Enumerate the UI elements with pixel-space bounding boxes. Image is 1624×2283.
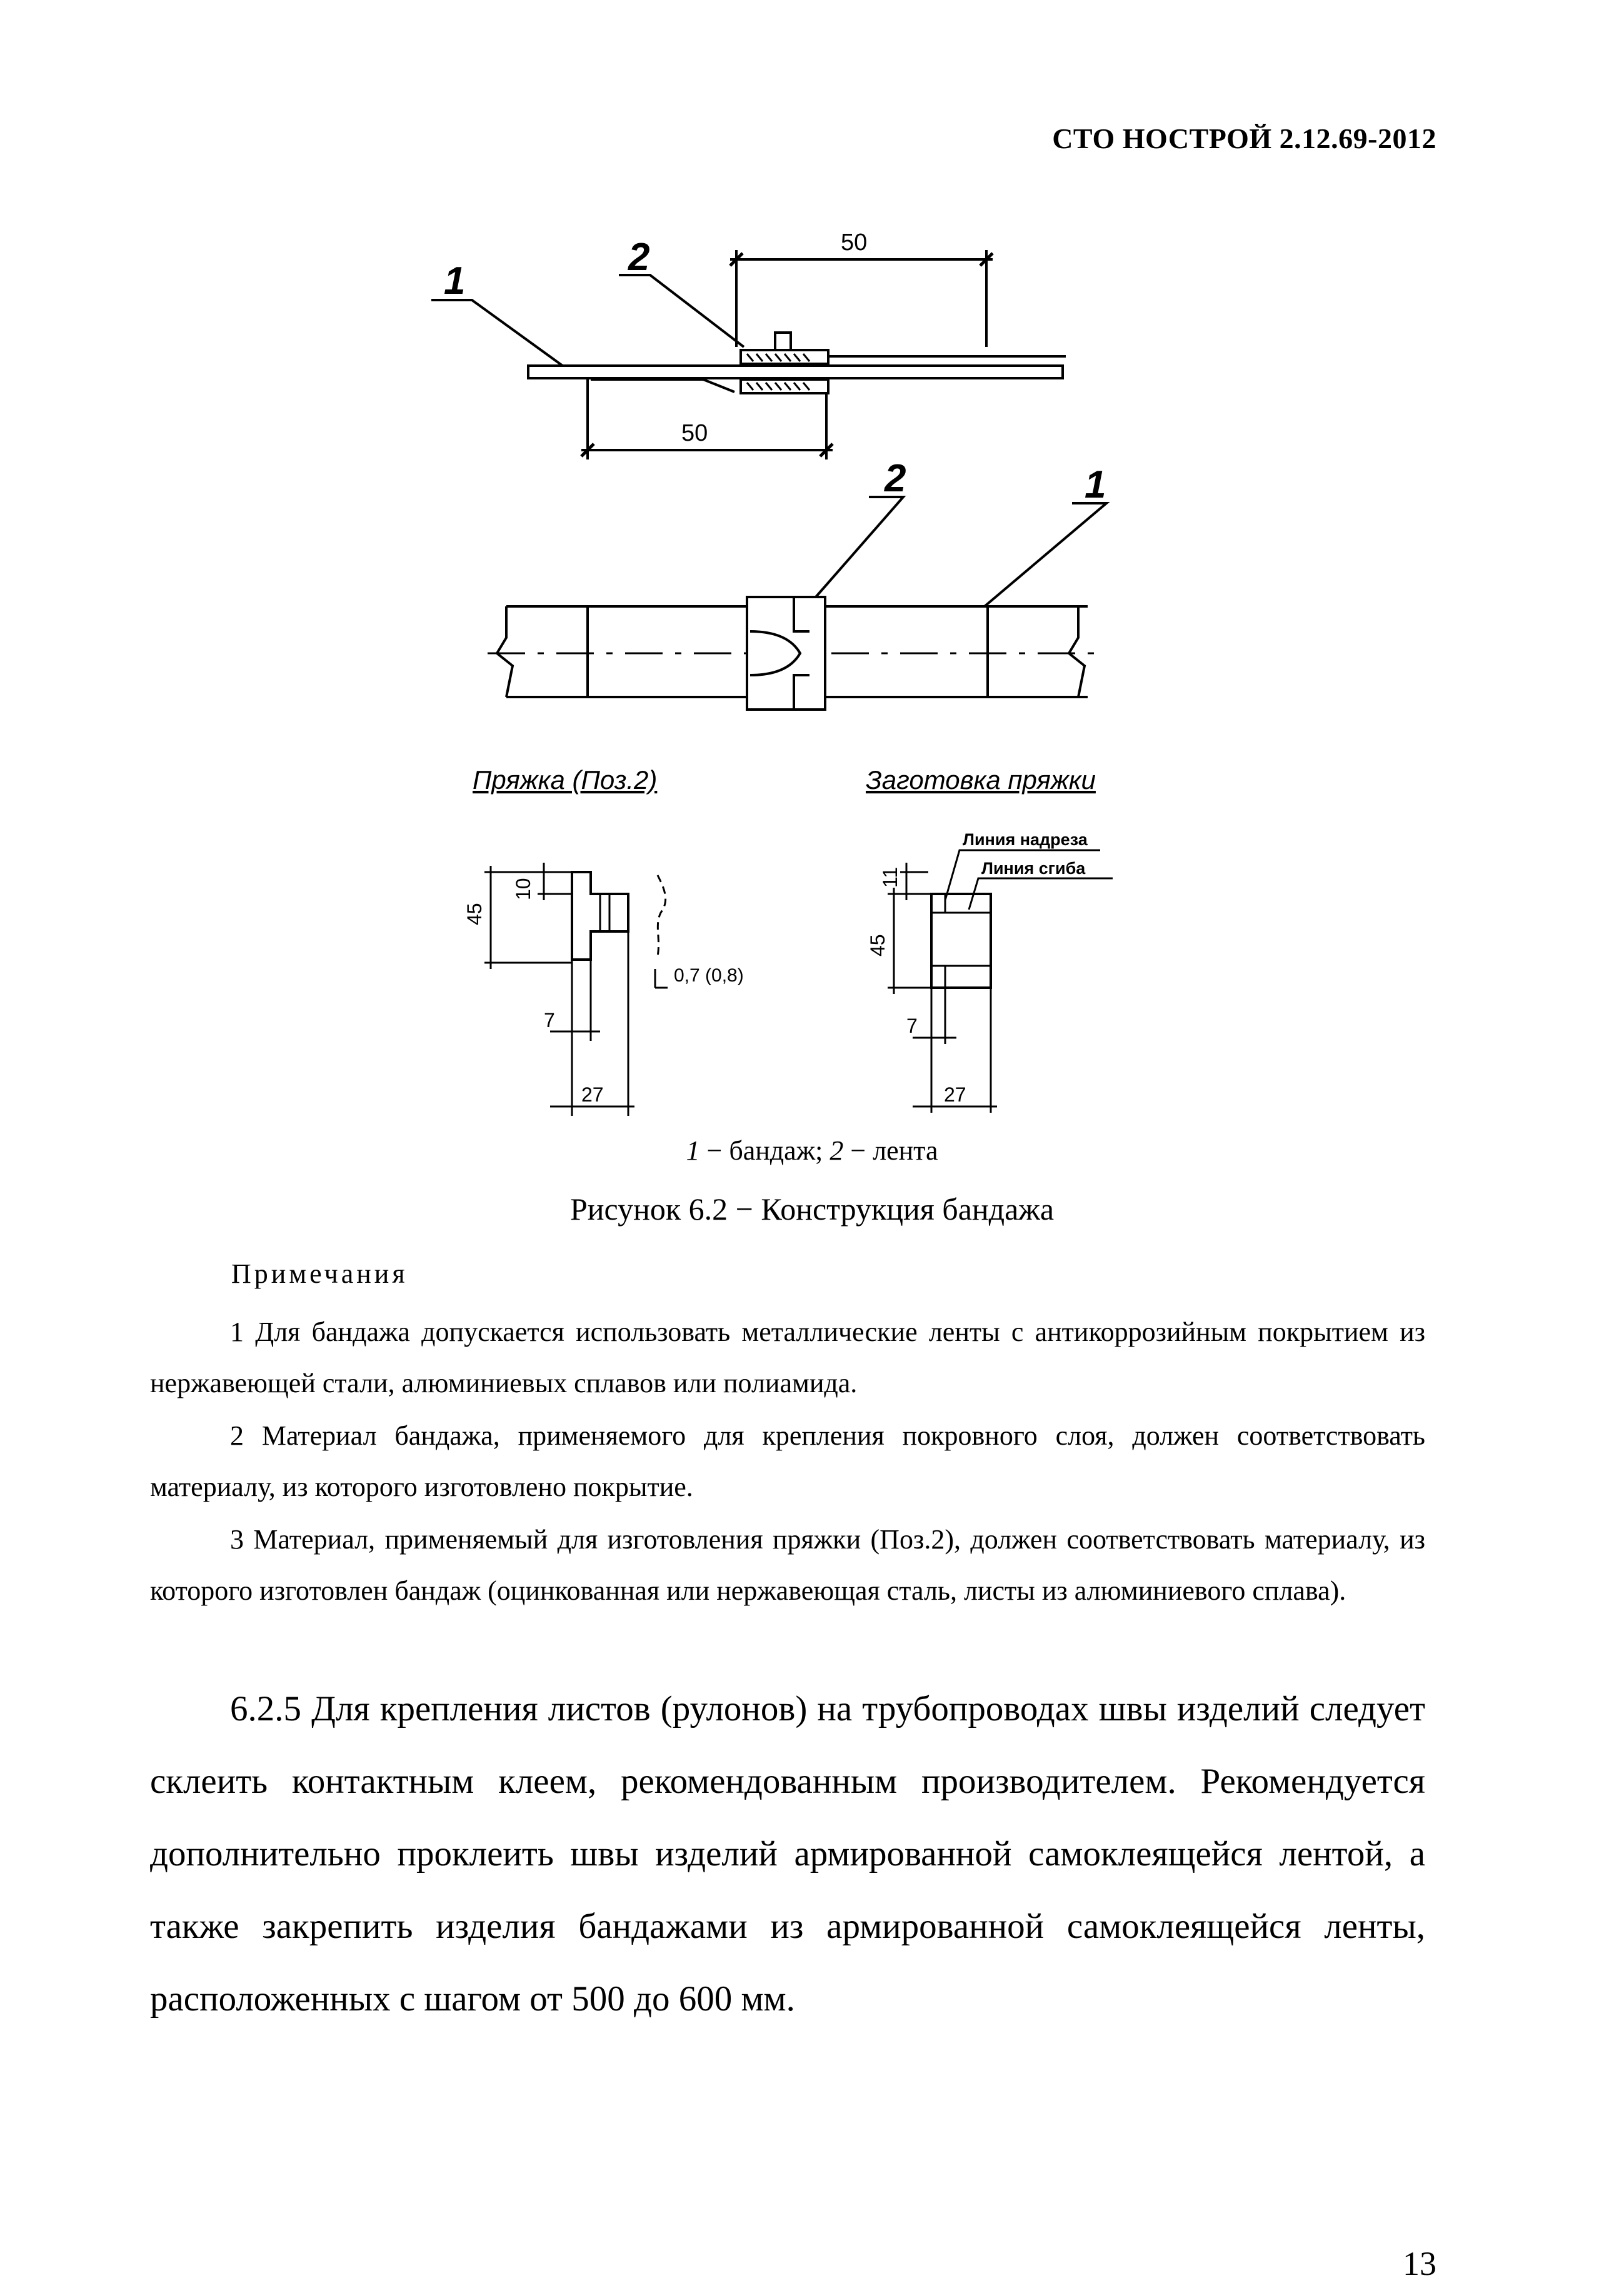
thickness-label: 0,7 (0,8) xyxy=(674,965,744,986)
thickness-marker xyxy=(655,969,668,988)
buckle-slot-lines xyxy=(600,894,609,931)
break-left xyxy=(497,606,513,697)
blank-shape xyxy=(931,894,991,988)
figure-title: Рисунок 6.2 − Конструкция бандажа xyxy=(569,1192,1055,1227)
subtitle-buckle: Пряжка (Поз.2) xyxy=(473,765,658,795)
dim-11-label: 11 xyxy=(879,866,901,888)
page-number: 13 xyxy=(1403,2245,1436,2282)
document-code: СТО НОСТРОЙ 2.12.69-2012 xyxy=(1052,123,1436,154)
dim-45b xyxy=(888,888,931,994)
callout-2b-leader xyxy=(816,497,903,597)
dim-7a-label: 7 xyxy=(544,1009,555,1031)
buckle-tab xyxy=(775,333,791,350)
cut-line-label: Линия надреза xyxy=(963,830,1088,849)
legend-number-2: 2 xyxy=(830,1135,844,1166)
dim-10 xyxy=(538,863,572,900)
bend-line-label: Линия сгиба xyxy=(981,859,1086,878)
callout-1b-leader xyxy=(985,503,1106,606)
callout-1b: 1 xyxy=(1085,463,1106,506)
blank-lines xyxy=(931,894,991,988)
notes-heading: Примечания xyxy=(231,1258,408,1289)
note-2: 2 Материал бандажа, применяемого для крепления покровного слоя, должен соответствовать материалу, из которого изготовлено покрытие. xyxy=(150,1420,1425,1502)
blank-detail xyxy=(888,850,1113,1113)
callout-2b: 2 xyxy=(885,457,906,500)
callout-1-leader xyxy=(431,300,563,366)
dim-45b-label: 45 xyxy=(866,934,889,956)
dim-27b-label: 27 xyxy=(944,1083,966,1106)
callout-2: 2 xyxy=(628,236,650,279)
buckle-profile xyxy=(658,875,666,956)
break-right xyxy=(1069,606,1085,697)
dim-7b-label: 7 xyxy=(906,1015,918,1037)
dim-7a xyxy=(550,960,600,1041)
dim-45a-label: 45 xyxy=(463,903,486,925)
note-3: 3 Материал, применяемый для изготовления пряжки (Поз.2), должен соответствовать материалу, из которого изготовлен бандаж (оцинкованная или нержавеющая сталь, листы из алюминиевого сплава). xyxy=(150,1524,1425,1606)
callout-1: 1 xyxy=(444,259,466,303)
paragraph-6-2-5: 6.2.5 Для крепления листов (рулонов) на трубопроводах швы изделий следует склеить контактным клеем, рекомендованным производителем. Рекомендуется дополнительно проклеить швы изделий армированной самоклеящейся лентой, а также закрепить изделия бандажами из армированной самоклеящейся ленты, расположенных с шагом от 500 до 600 мм. xyxy=(150,1689,1425,2019)
buckle-plan xyxy=(747,597,825,710)
dim-bottom-50-label: 50 xyxy=(681,420,708,446)
plan-view xyxy=(488,497,1106,710)
note-1: 1 Для бандажа допускается использовать металлические ленты с антикоррозийным покрытием из нержавеющей стали, алюминиевых сплавов или полиамида. xyxy=(150,1317,1425,1398)
legend-text-1: − бандаж; xyxy=(699,1135,830,1166)
legend-number-1: 1 xyxy=(686,1135,700,1166)
dim-10-label: 10 xyxy=(512,878,534,900)
figure-legend xyxy=(0,1135,1624,1167)
buckle-upper xyxy=(741,350,828,364)
tape-end xyxy=(591,379,734,392)
buckle-lower xyxy=(741,379,828,393)
legend-text-2: − лента xyxy=(843,1135,938,1166)
subtitle-blank: Заготовка пряжки xyxy=(866,765,1096,795)
dim-top-50 xyxy=(730,250,993,347)
dim-27a-label: 27 xyxy=(581,1083,604,1106)
callout-2-leader xyxy=(619,275,744,347)
dim-7b xyxy=(913,988,956,1044)
side-view xyxy=(431,250,1066,459)
band-strip xyxy=(528,366,1063,378)
dim-top-50-label: 50 xyxy=(841,229,868,256)
